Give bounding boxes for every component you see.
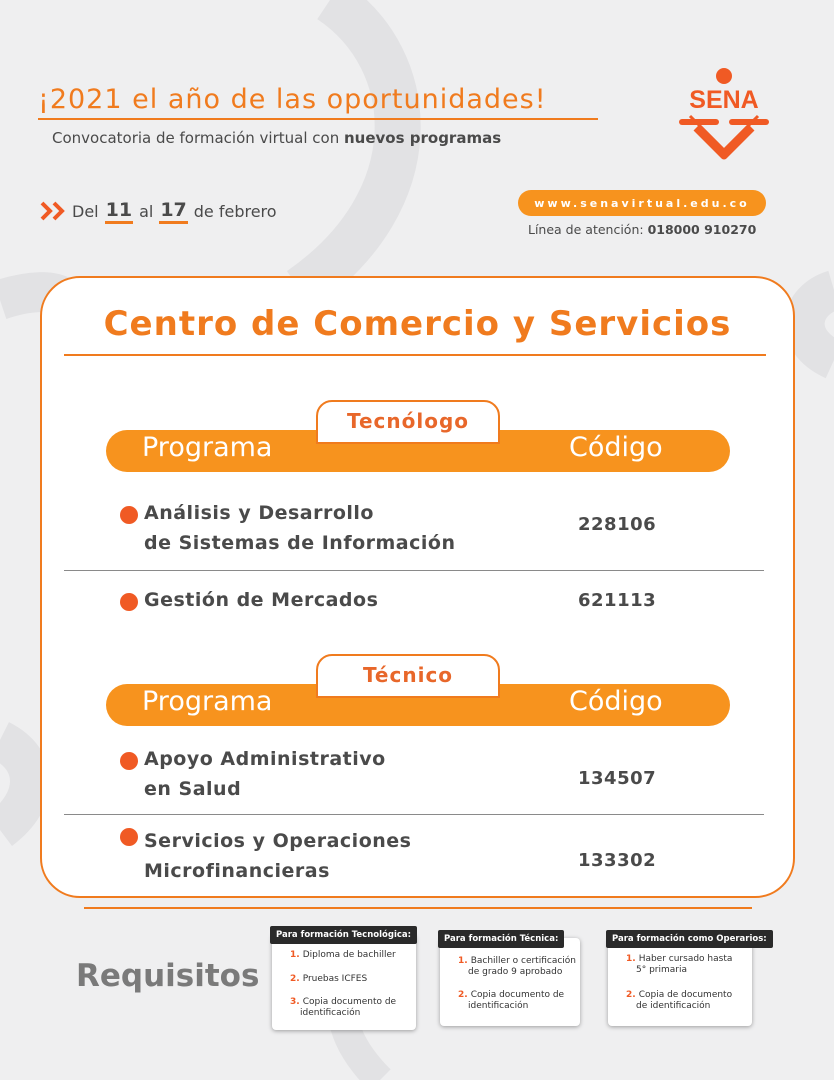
dates-suffix: de febrero	[193, 201, 277, 221]
section-tab-tecnico: Técnico	[316, 654, 500, 698]
date-end: 17	[159, 199, 187, 224]
program-name	[144, 744, 386, 804]
requirements-heading: Para formación como Operarios:	[606, 930, 773, 948]
double-chevron-icon	[40, 200, 66, 222]
program-name	[144, 498, 455, 558]
bullet-icon	[120, 506, 138, 524]
requirements-box-tecnologica	[272, 930, 416, 1030]
requirement-number: 2.	[626, 990, 636, 1000]
requirement-number: 3.	[290, 997, 300, 1007]
requirement-text: Pruebas ICFES	[302, 974, 368, 984]
requirements-heading: Para formación Tecnológica:	[270, 926, 417, 944]
program-code: 133302	[578, 850, 657, 871]
requirements-heading: Para formación Técnica:	[438, 930, 564, 948]
program-name-line2: Microfinancieras	[144, 860, 330, 882]
section-tab-tecnologo: Tecnólogo	[316, 400, 500, 444]
subtitle	[52, 129, 501, 147]
dates-prefix: Del	[72, 201, 99, 221]
dates-row	[40, 196, 277, 226]
helpline	[528, 222, 756, 237]
program-row	[120, 826, 766, 890]
requirements-box-tecnica	[440, 934, 580, 1026]
requirements-box-operarios	[608, 934, 767, 1026]
programs-card	[40, 276, 795, 898]
program-code: 228106	[578, 514, 657, 535]
program-name-line1: Análisis y Desarrollo	[144, 502, 374, 524]
requirement-text-line2: de identificación	[636, 1001, 711, 1011]
program-code: 621113	[578, 590, 657, 611]
center-title-underline	[64, 354, 766, 356]
program-row	[120, 744, 766, 808]
helpline-label: Línea de atención:	[528, 222, 648, 237]
date-start: 11	[105, 199, 133, 224]
dates-middle: al	[139, 201, 154, 221]
divider	[84, 907, 752, 909]
requirements-title: Requisitos	[76, 958, 260, 994]
subtitle-bold: nuevos programas	[343, 129, 502, 147]
requirement-number: 1.	[626, 954, 636, 964]
program-row	[120, 585, 766, 619]
requirement-item	[458, 956, 576, 978]
requirement-text: Haber cursado hasta	[638, 954, 733, 964]
requirement-text-line2: identificación	[468, 1001, 529, 1011]
column-header-program: Programa	[142, 686, 273, 717]
requirement-item	[626, 990, 732, 1012]
requirement-number: 1.	[290, 950, 300, 960]
center-title: Centro de Comercio y Servicios	[103, 304, 732, 344]
requirement-item	[458, 990, 564, 1012]
requirement-item	[290, 997, 396, 1019]
requirement-text: Copia documento de	[470, 990, 565, 1000]
website-link[interactable]: www.senavirtual.edu.co	[518, 190, 766, 216]
program-name	[144, 826, 411, 886]
requirement-number: 2.	[290, 974, 300, 984]
program-name: Gestión de Mercados	[144, 589, 379, 611]
program-name-line2: de Sistemas de Información	[144, 532, 456, 554]
logo-text: SENA	[689, 86, 759, 114]
requirement-text-line2: de grado 9 aprobado	[468, 967, 563, 977]
requirement-text: Copia documento de	[302, 997, 397, 1007]
program-row	[120, 498, 766, 562]
requirement-text-line2: identificación	[300, 1008, 361, 1018]
requirement-text: Copia de documento	[638, 990, 733, 1000]
helpline-number: 018000 910270	[647, 222, 757, 237]
program-name-line2: en Salud	[144, 778, 242, 800]
column-header-program: Programa	[142, 432, 273, 463]
subtitle-text: Convocatoria de formación virtual con	[52, 129, 344, 147]
requirement-text-line2: 5° primaria	[636, 965, 687, 975]
requirement-item	[626, 954, 732, 976]
requirement-text: Diploma de bachiller	[302, 950, 396, 960]
bullet-icon	[120, 752, 138, 770]
column-header-code: Código	[569, 686, 663, 717]
row-separator	[64, 570, 764, 571]
sena-logo	[676, 66, 772, 160]
bullet-icon	[120, 828, 138, 846]
program-code: 134507	[578, 768, 657, 789]
requirement-number: 1.	[458, 956, 468, 966]
column-header-code: Código	[569, 432, 663, 463]
program-name-line1: Apoyo Administrativo	[144, 748, 386, 770]
requirement-text: Bachiller o certificación	[470, 956, 577, 966]
row-separator	[64, 814, 764, 815]
bullet-icon	[120, 593, 138, 611]
headline-underline	[38, 118, 598, 120]
requirement-item	[290, 950, 396, 961]
requirement-item	[290, 974, 367, 985]
headline: ¡2021 el año de las oportunidades!	[38, 84, 547, 115]
program-name-line1: Servicios y Operaciones	[144, 830, 412, 852]
requirement-number: 2.	[458, 990, 468, 1000]
